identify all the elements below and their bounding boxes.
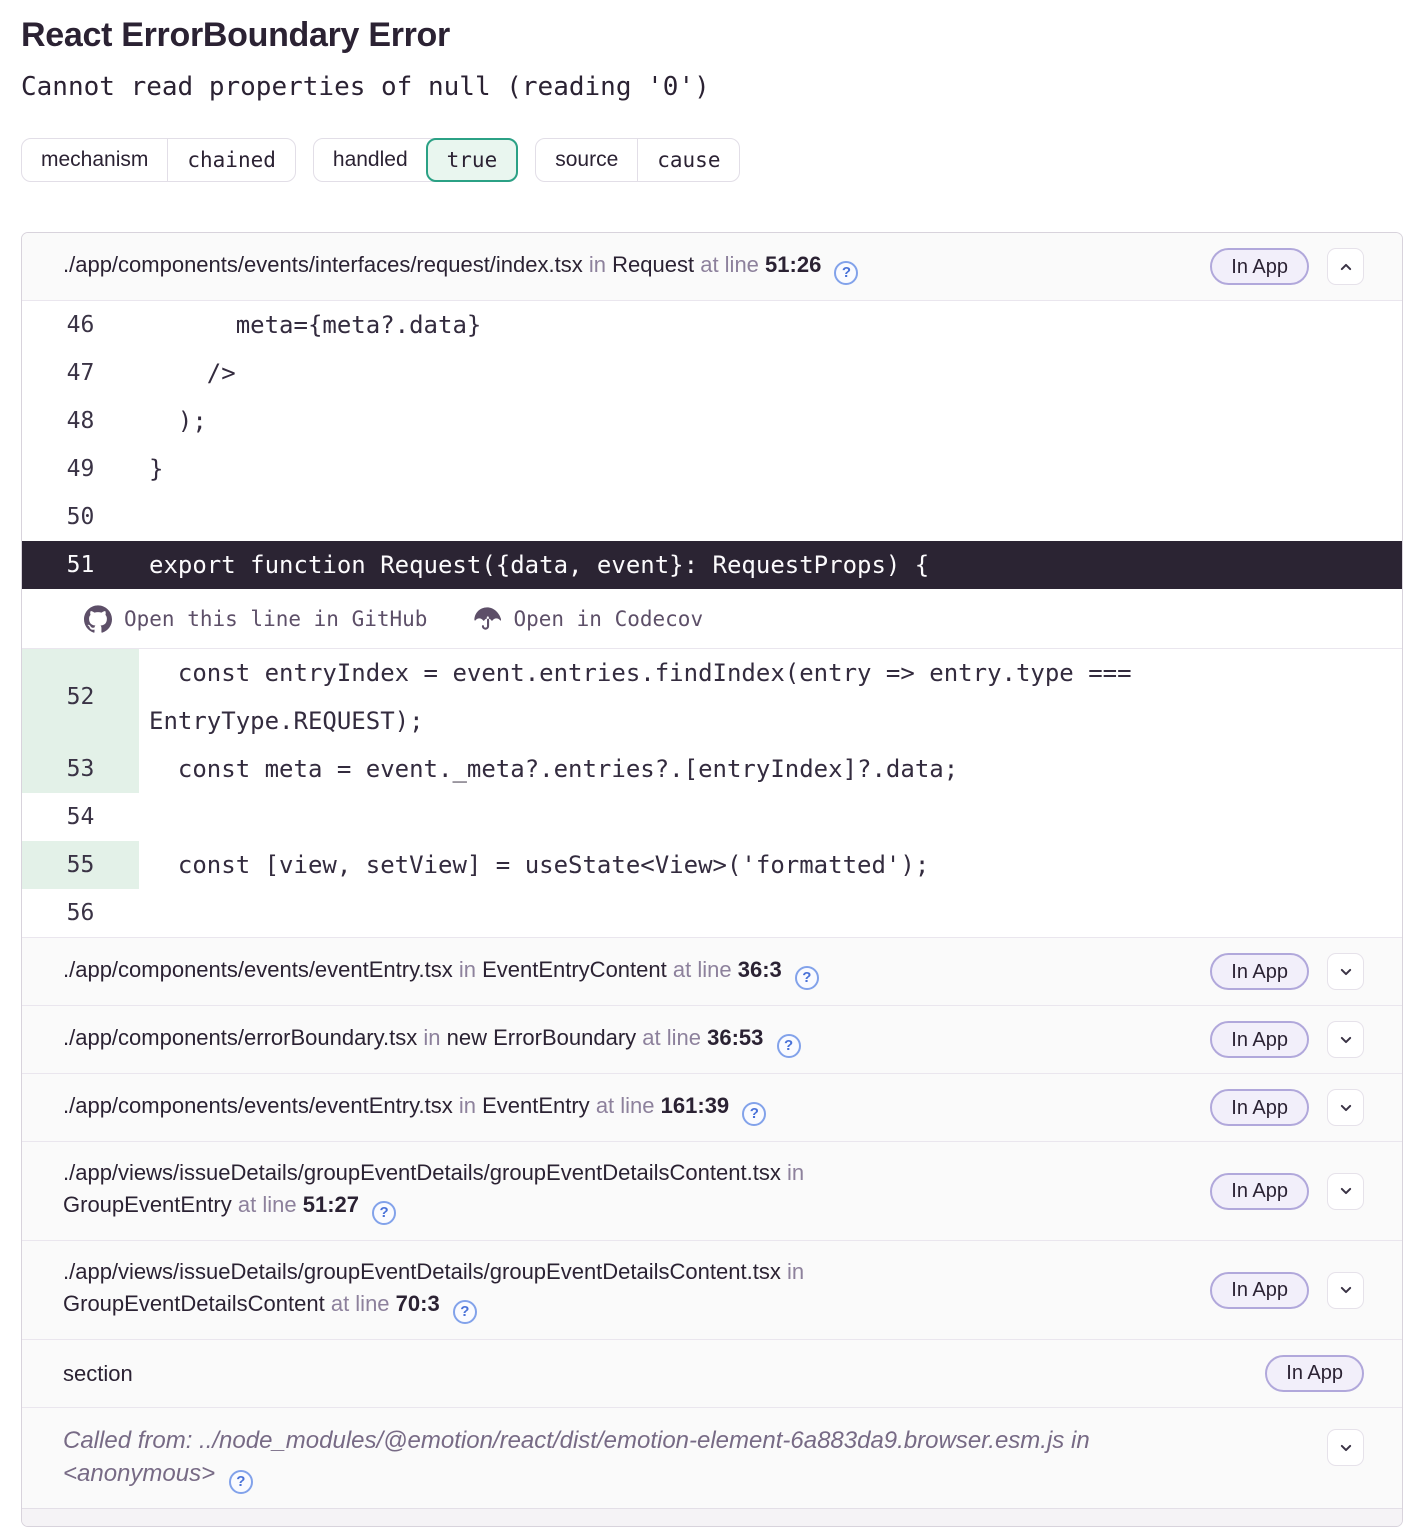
chevron-down-icon [1336,1030,1356,1050]
in-app-badge: In App [1265,1355,1364,1392]
frame-title [63,1022,1210,1058]
in-app-badge: In App [1210,1272,1309,1309]
code-line [22,397,1402,445]
chevron-up-icon [1336,257,1356,277]
line-code: export function Request({data, event}: RequestProps) { [149,551,930,579]
stack-trace-panel [21,232,1403,1527]
tag-key: handled [332,148,408,171]
code-line [22,493,1402,541]
in-app-badge: In App [1210,1089,1309,1126]
codecov-icon [473,605,501,633]
chevron-down-icon [1336,962,1356,982]
line-number: 56 [66,900,95,926]
line-number: 54 [66,804,95,830]
code-line [22,445,1402,493]
expand-frame-button[interactable] [1327,1272,1364,1309]
frame-section-label: section [63,1360,133,1386]
help-icon[interactable]: ? [453,1300,477,1324]
code-line [22,793,1402,841]
frame-function: EventEntryContent [482,956,667,982]
next-row-partial [22,1508,1402,1526]
line-code: /> [149,359,236,387]
frame-path: ./app/components/events/eventEntry.tsx [63,1092,453,1118]
github-icon [84,605,112,633]
in-app-badge: In App [1210,953,1309,990]
error-message: Cannot read properties of null (reading '0') [21,72,710,102]
help-icon[interactable]: ? [372,1201,396,1225]
tag-value: chained [167,139,295,181]
frame-title [63,249,1210,285]
line-code: const entryIndex = event.entries.findIndex(entry => entry.type === EntryType.REQUEST); [149,659,1147,735]
expand-frame-button[interactable] [1327,1173,1364,1210]
in-app-badge: In App [1210,1021,1309,1058]
tag-key: mechanism [41,148,149,171]
code-line [22,745,1402,793]
frame-line-col: 161:39 [660,1092,730,1118]
line-code [139,889,1402,937]
line-code: } [149,455,164,483]
line-number: 49 [66,456,95,482]
frame-path: ./app/components/events/interfaces/request/index.tsx [63,251,583,277]
frame-path: ./app/views/issueDetails/groupEventDetails/groupEventDetailsContent.tsx [63,1160,781,1185]
help-icon[interactable]: ? [742,1102,766,1126]
at-line-word: at line [595,1092,655,1118]
in-word: in [1070,1427,1090,1454]
in-word: in [588,251,606,277]
frame-title [63,1090,1210,1126]
code-context [22,301,1402,937]
tag-pill-source[interactable] [535,138,740,182]
line-number: 53 [22,745,139,793]
help-icon[interactable]: ? [229,1470,253,1494]
frame-function: Request [612,251,695,277]
line-number: 55 [22,841,139,889]
line-code: const meta = event._meta?.entries?.[entryIndex]?.data; [149,755,959,783]
expand-frame-button[interactable] [1327,1089,1364,1126]
frame-line-col: 51:26 [765,251,822,277]
code-line [22,649,1402,745]
frame-line-col: 36:3 [737,956,782,982]
open-in-codecov-link[interactable] [473,605,703,633]
expand-frame-button[interactable] [1327,1429,1364,1466]
expand-frame-button[interactable] [1327,953,1364,990]
frame-row[interactable] [22,1005,1402,1073]
in-word: in [458,956,476,982]
frame-row[interactable] [22,1141,1402,1240]
tag-list [21,138,1403,182]
tag-pill-mechanism[interactable] [21,138,296,182]
line-number: 52 [22,649,139,745]
frame-function: GroupEventEntry [63,1192,232,1217]
tag-value-highlighted: true [426,138,519,182]
called-from-function: <anonymous> [63,1460,216,1487]
in-app-badge: In App [1210,248,1309,285]
help-icon[interactable]: ? [777,1034,801,1058]
line-code: meta={meta?.data} [149,311,482,339]
called-from-path: ../node_modules/@emotion/react/dist/emotion-element-6a883da9.browser.esm.js [199,1427,1065,1454]
at-line-word: at line [330,1291,390,1316]
line-number: 48 [66,408,95,434]
frame-path: ./app/components/errorBoundary.tsx [63,1024,418,1050]
line-code: ); [149,407,207,435]
line-code [139,493,1402,541]
in-word: in [786,1160,805,1185]
code-line [22,301,1402,349]
called-from-prefix: Called from: [63,1427,193,1454]
frame-title [63,954,1210,990]
frame-row-section [22,1339,1402,1407]
open-in-github-link[interactable] [84,605,427,633]
frame-row[interactable] [22,1073,1402,1141]
in-word: in [423,1024,441,1050]
chevron-down-icon [1336,1181,1356,1201]
in-word: in [786,1259,805,1284]
frame-line-col: 36:53 [707,1024,764,1050]
codecov-link-label: Open in Codecov [513,606,704,631]
line-number: 51 [66,552,95,578]
line-code [139,793,1402,841]
collapse-frame-button[interactable] [1327,248,1364,285]
tag-pill-handled[interactable] [313,138,518,182]
at-line-word: at line [237,1192,297,1217]
code-line [22,841,1402,889]
line-number: 47 [66,360,95,386]
tag-value: cause [637,139,739,181]
code-actions-row [22,589,1402,649]
frame-title [63,1157,1210,1225]
frame-header-expanded[interactable] [22,233,1402,301]
line-number: 46 [66,312,95,338]
help-icon[interactable]: ? [795,966,819,990]
at-line-word: at line [700,251,759,277]
chevron-down-icon [1336,1098,1356,1118]
frame-line-col: 70:3 [395,1291,440,1316]
in-word: in [458,1092,476,1118]
chevron-down-icon [1336,1280,1356,1300]
expand-frame-button[interactable] [1327,1021,1364,1058]
tag-key: source [555,148,619,171]
github-link-label: Open this line in GitHub [124,606,428,631]
frame-function: EventEntry [482,1092,590,1118]
called-from-text [63,1424,1327,1494]
frame-function: new ErrorBoundary [446,1024,637,1050]
code-line [22,349,1402,397]
frame-row-called-from [22,1407,1402,1508]
active-code-line [22,541,1402,589]
frame-line-col: 51:27 [302,1192,359,1217]
code-line [22,889,1402,937]
frame-row[interactable] [22,937,1402,1005]
frame-row[interactable] [22,1240,1402,1339]
frame-path: ./app/views/issueDetails/groupEventDetails/groupEventDetailsContent.tsx [63,1259,781,1284]
page-title: React ErrorBoundary Error [21,16,450,54]
frame-path: ./app/components/events/eventEntry.tsx [63,956,453,982]
at-line-word: at line [642,1024,701,1050]
line-number: 50 [66,504,95,530]
at-line-word: at line [672,956,732,982]
chevron-down-icon [1336,1438,1356,1458]
line-code: const [view, setView] = useState<View>('formatted'); [149,851,930,879]
help-icon[interactable]: ? [834,261,858,285]
in-app-badge: In App [1210,1173,1309,1210]
frame-function: GroupEventDetailsContent [63,1291,325,1316]
frame-title [63,1256,1210,1324]
